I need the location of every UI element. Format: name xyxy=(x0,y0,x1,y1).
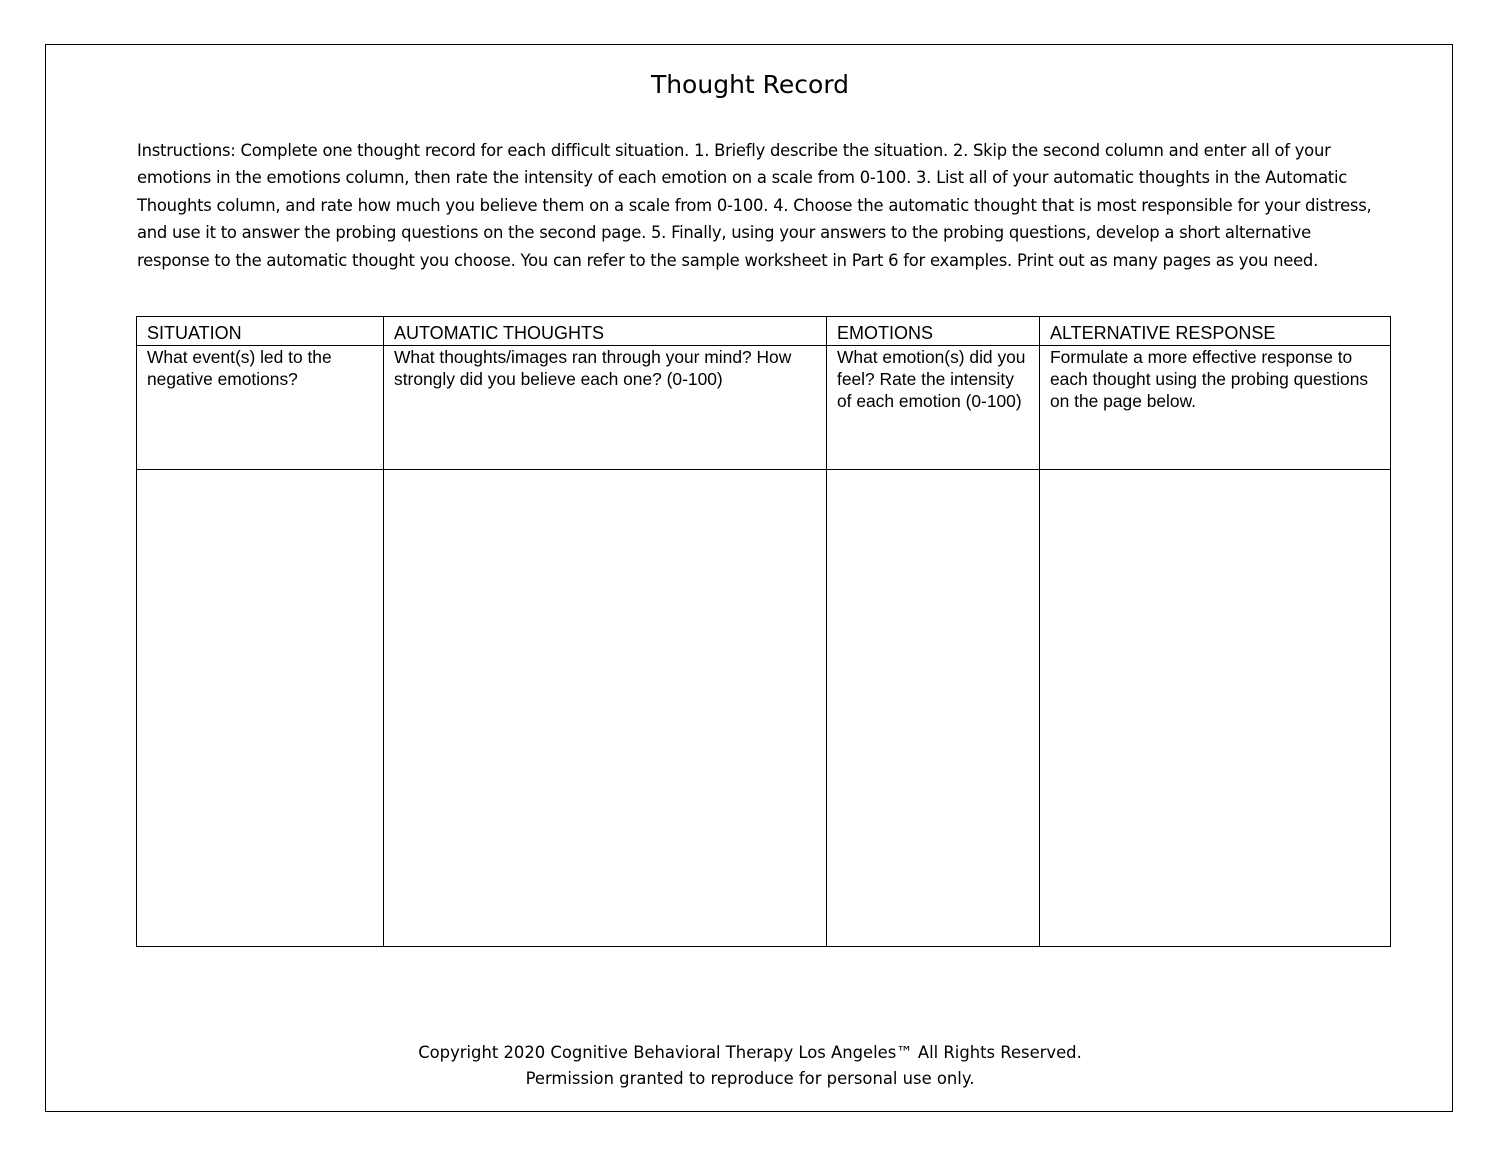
automatic-thoughts-prompt: What thoughts/images ran through your mind? How strongly did you believe each one? (0-100) xyxy=(384,346,827,470)
automatic-thoughts-header: AUTOMATIC THOUGHTS xyxy=(384,317,827,346)
emotions-header: EMOTIONS xyxy=(827,317,1040,346)
alternative-response-entry-cell[interactable] xyxy=(1040,470,1391,947)
situation-prompt: What event(s) led to the negative emotions? xyxy=(137,346,384,470)
document-title: Thought Record xyxy=(650,70,850,99)
entry-row xyxy=(137,470,1391,947)
thought-record-table xyxy=(136,316,1391,947)
alternative-response-header: ALTERNATIVE RESPONSE xyxy=(1040,317,1391,346)
automatic-thoughts-entry-cell[interactable] xyxy=(384,470,827,947)
copyright-line: Copyright 2020 Cognitive Behavioral Therapy Los Angeles™ All Rights Reserved. xyxy=(418,1043,1082,1062)
alternative-response-prompt: Formulate a more effective response to each thought using the probing questions on the page below. xyxy=(1040,346,1391,470)
instructions-paragraph: Instructions: Complete one thought record for each difficult situation. 1. Briefly describe the situation. 2. Skip the second column and enter all of your emotions in the emotions column, then rate the intensity of each emotion on a scale from 0-100. 3. List all of your automatic thoughts in the Automatic Thoughts column, and rate how much you believe them on a scale from 0-100. 4. Choose the automatic thought that is most responsible for your distress, and use it to answer the probing questions on the second page. 5. Finally, using your answers to the probing questions, develop a short alternative response to the automatic thought you choose. You can refer to the sample worksheet in Part 6 for examples. Print out as many pages as you need. xyxy=(137,141,1372,270)
emotions-entry-cell[interactable] xyxy=(827,470,1040,947)
situation-header: SITUATION xyxy=(137,317,384,346)
situation-entry-cell[interactable] xyxy=(137,470,384,947)
copyright-footer xyxy=(0,1040,1500,1092)
header-row xyxy=(137,317,1391,346)
permission-line: Permission granted to reproduce for personal use only. xyxy=(525,1069,975,1088)
prompt-row xyxy=(137,346,1391,470)
emotions-prompt: What emotion(s) did you feel? Rate the intensity of each emotion (0-100) xyxy=(827,346,1040,470)
